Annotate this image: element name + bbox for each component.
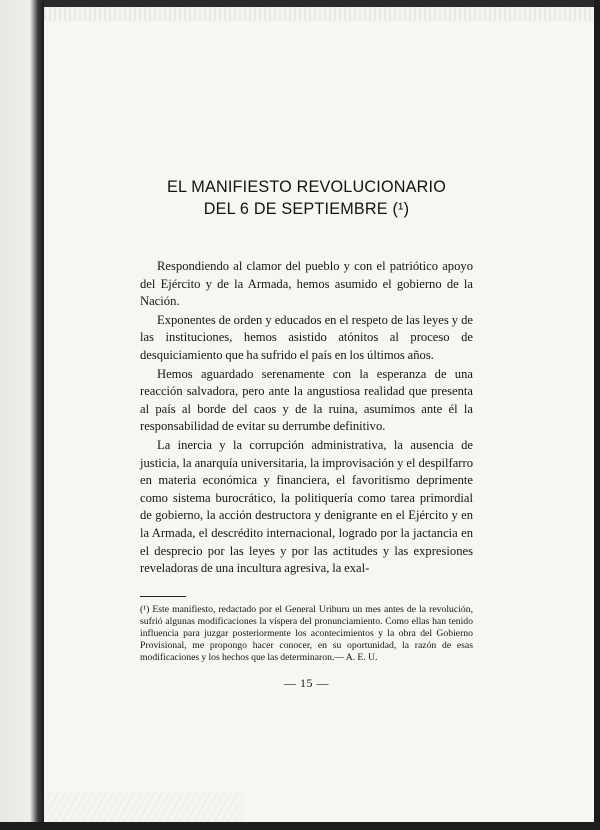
scan-border-left [0,0,44,830]
footnote-divider [140,596,186,597]
footnote-text: Este manifiesto, redactado por el General Uriburu un mes antes de la revolución, sufrió algunas modificaciones la víspera del pronunciamiento. Como ellas han tenido influencia para juzgar posteriormente los acontecimientos y la obra del Gobierno Provisional, me propongo hacer conocer, en su oportunidad, la razón de esas modificaciones y los hechos que las determinaron.— A. E. U. [140,603,473,664]
page-number: — 15 — [284,676,329,691]
paragraph-1: Respondiendo al clamor del pueblo y con el patriótico apoyo del Ejército y de la Armada, hemos asumido el gobierno de la Nación. [140,259,473,309]
scan-noise-top [44,7,594,21]
scan-border-right [594,0,600,830]
paragraph-4: La inercia y la corrupción administrativa, la ausencia de justicia, la anarquía universitaria, la improvisación y el despilfarro en materia económica y financiera, el favoritismo deprimente como sistema burocrático, la politiquería como tarea primordial de gobierno, la acción destructora y denigrante en el Ejército y en la Armada, el descrédito internacional, logrado por la jactancia en el desprecio por las leyes y por las actitudes y las expresiones reveladoras de una incultura agresiva, la exal- [140,437,473,576]
footnote [140,604,473,664]
scan-border-bottom [0,822,600,830]
footnote-mark: (¹) [140,603,150,615]
paragraph-2: Exponentes de orden y educados en el respeto de las leyes y de las instituciones, hemos asistido atónitos al proceso de desquiciamiento que ha sufrido el país en los últimos años. [140,312,473,362]
scan-border-top [0,0,600,7]
chapter-title-line-1: EL MANIFIESTO REVOLUCIONARIO [166,178,447,196]
chapter-title [140,176,473,220]
page-body [140,176,473,691]
chapter-title-line-2: DEL 6 DE SEPTIEMBRE (¹) [203,200,410,218]
paragraph-3: Hemos aguardado serenamente con la esperanza de una reacción salvadora, pero ante la angustiosa realidad que presenta al país al borde del caos y de la ruina, asumimos ante él la responsabilidad de evitar su derrumbe definitivo. [140,366,473,434]
scan-noise-bottom [44,792,244,822]
